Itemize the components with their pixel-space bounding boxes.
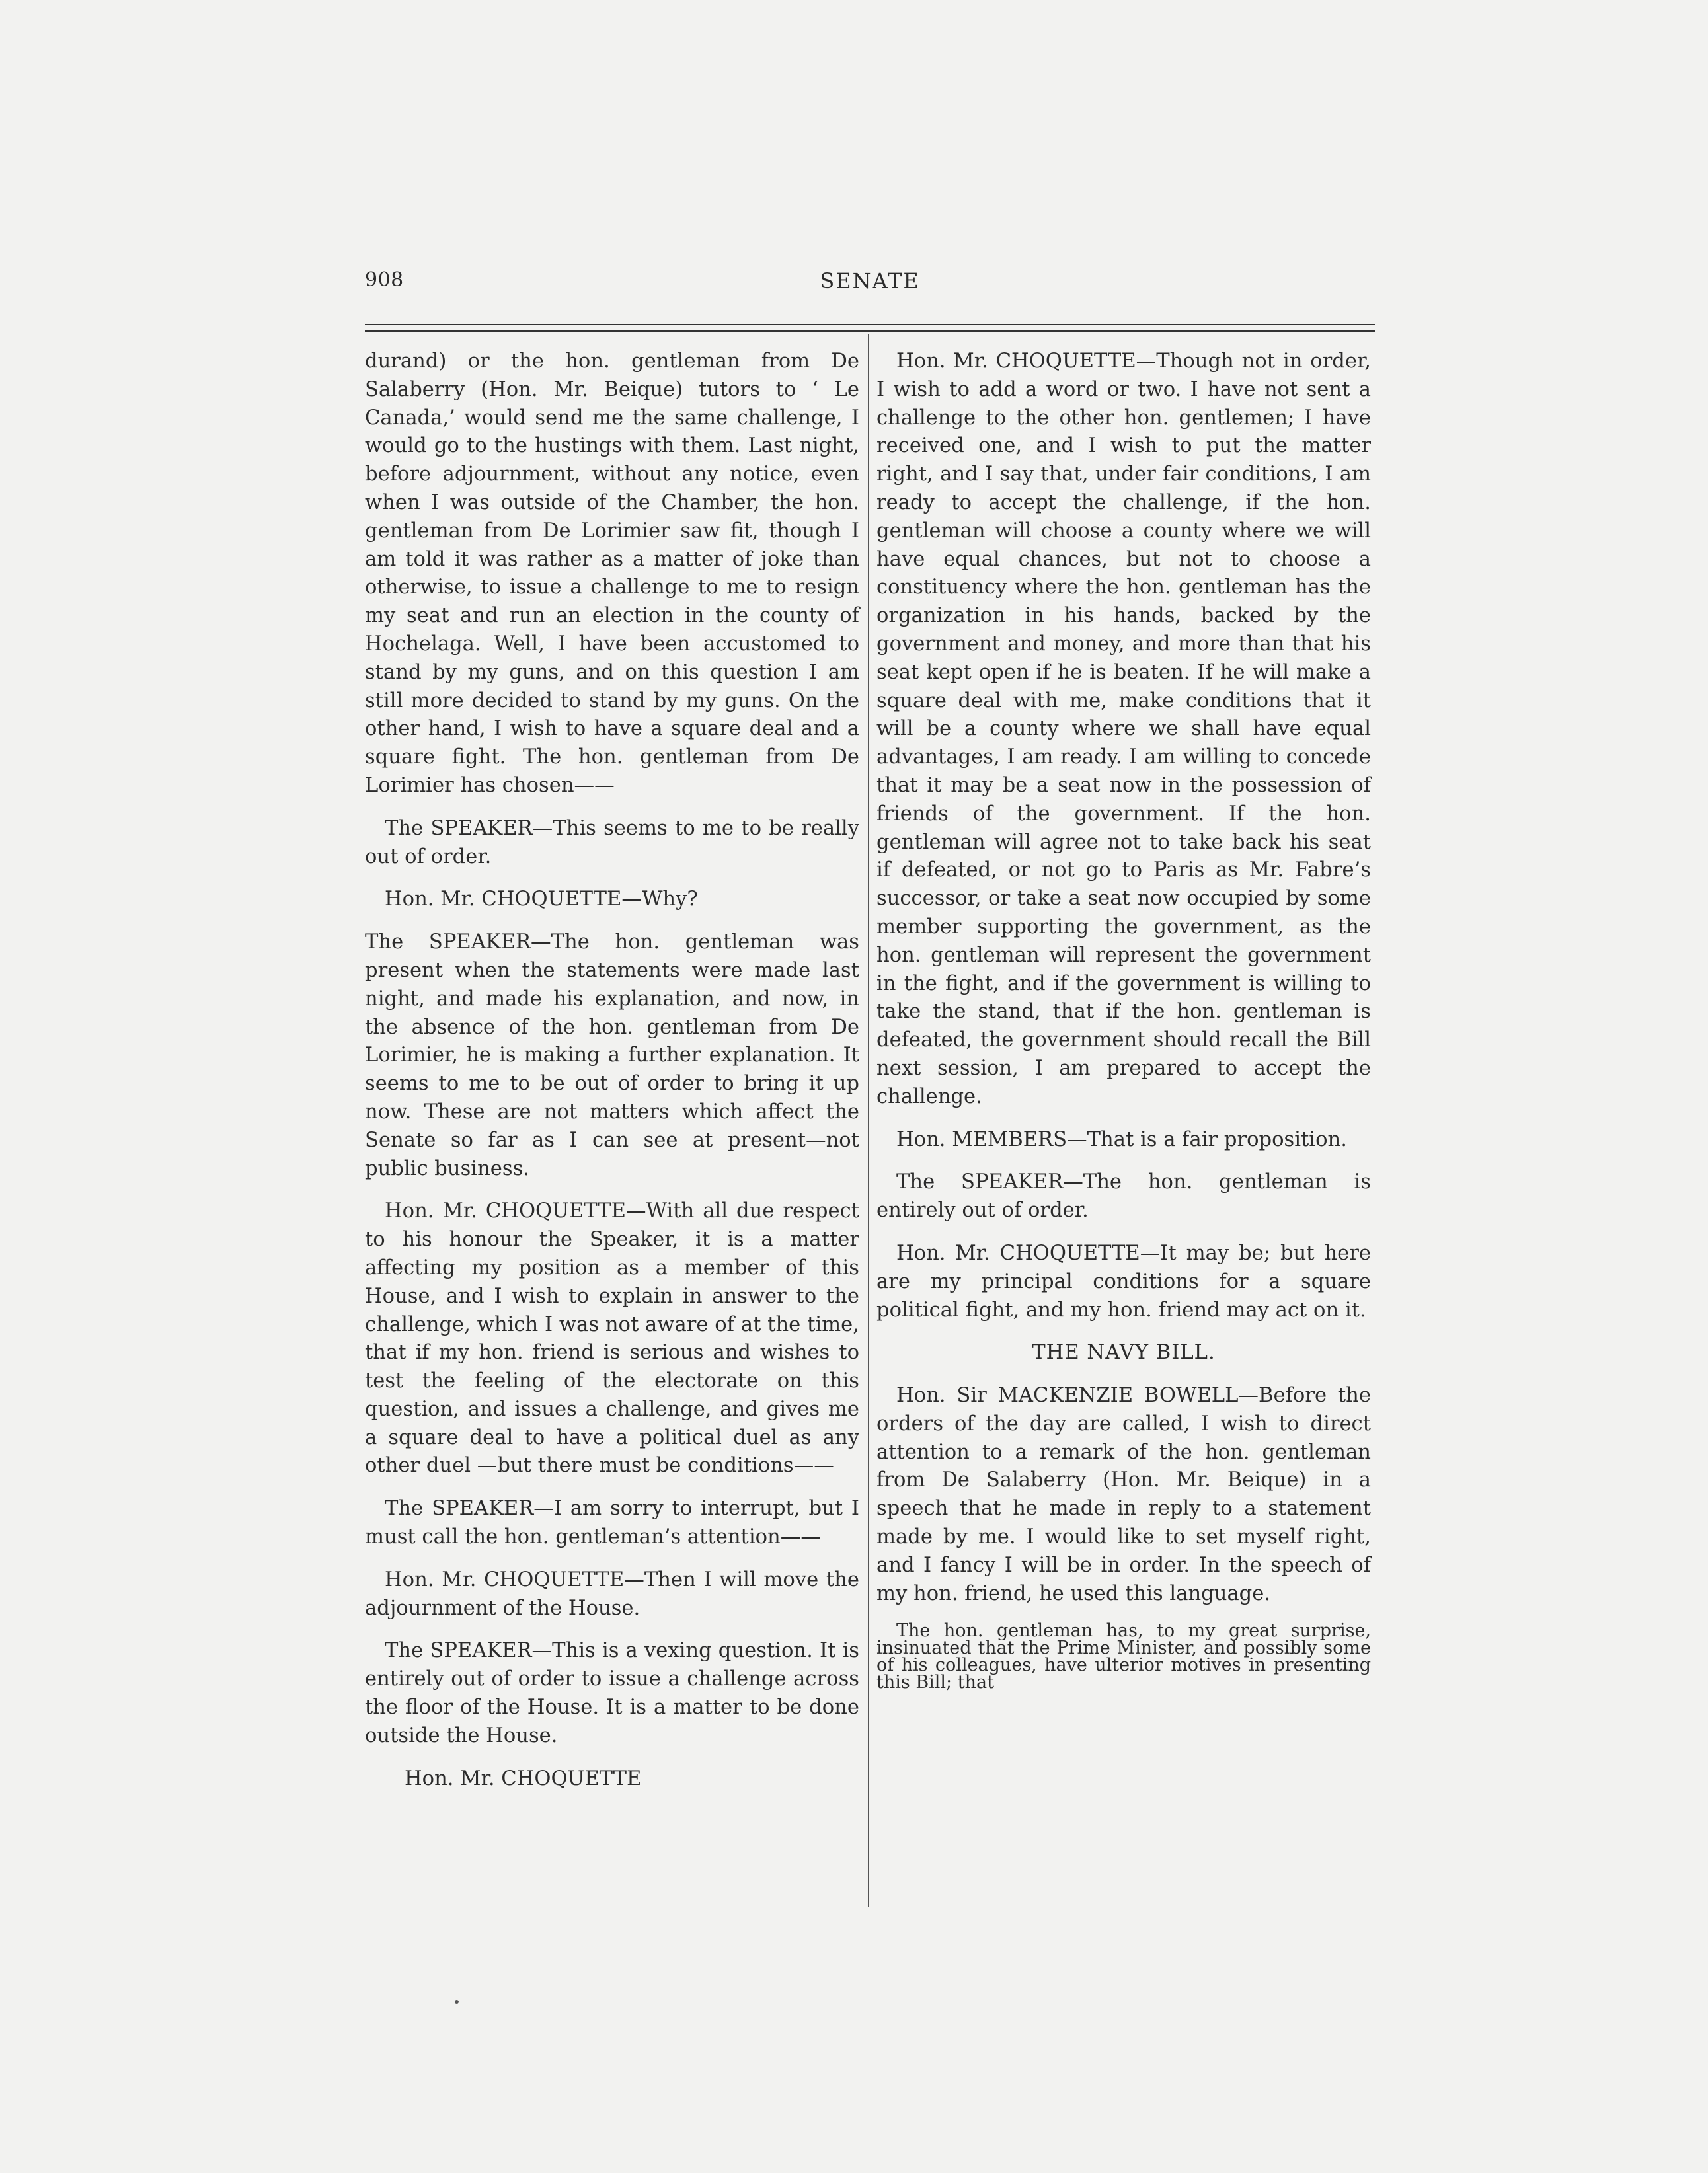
paragraph: durand) or the hon. gentleman from De Salaberry (Hon. Mr. Beique) tutors to ‘ Le Canada,’ would send me the same challenge, I would go to the hustings with them. Last night, before adjournment, without any notice, even when I was outside of the Chamber, the hon. gentleman from De Lorimier saw fit, though I am told it was rather as a matter of joke than otherwise, to issue a challenge to me to resign my seat and run an election in the county of Hochelaga. Well, I have been accustomed to stand by my guns, and on this question I am still more decided to stand by my guns. On the other hand, I wish to have a square deal and a square fight. The hon. gentleman from De Lorimier has chosen——	[365, 350, 859, 797]
running-title: SENATE	[820, 268, 920, 293]
catchword: Hon. Mr. CHOQUETTE	[405, 1767, 642, 1790]
paragraph: Hon. MEMBERS—That is a fair proposition.	[896, 1127, 1347, 1151]
paragraph: Hon. Mr. CHOQUETTE—Then I will move the adjournment of the House.	[365, 1568, 859, 1620]
paragraph: Hon. Mr. CHOQUETTE—Though not in order, I wish to add a word or two. I have not sent a challenge to the other hon. gentlemen; I have received one, and I wish to put the matter right, and I say that, under fair conditions, I am ready to accept the challenge, if the hon. gentleman will choose a county where we will have equal chances, but not to choose a constituency where the hon. gentleman has the organization in his hands, backed by the government and money, and more than that his seat kept open if he is beaten. If he will make a square deal with me, make conditions that it will be a county where we shall have equal advantages, I am ready. I am willing to concede that it may be a seat now in the possession of friends of the government. If the hon. gentleman will agree not to take back his seat if defeated, or not go to Paris as Mr. Fabre’s successor, or take a seat now occupied by some member supporting the government, as the hon. gentleman will represent the government in the fight, and if the government is willing to take the stand, that if the hon. gentleman is defeated, the government should recall the Bill next session, I am prepared to accept the challenge.	[876, 350, 1371, 1108]
left-column	[365, 348, 859, 1808]
paragraph: Hon. Sir MACKENZIE BOWELL—Before the orders of the day are called, I wish to direct attention to a remark of the hon. gentleman from De Salaberry (Hon. Mr. Beique) in a speech that he made in reply to a statement made by me. I would like to set myself right, and I fancy I will be in order. In the speech of my hon. friend, he used this language.	[876, 1384, 1371, 1605]
header-rule-top	[365, 324, 1375, 325]
page-number: 908	[365, 268, 404, 291]
ink-speck	[455, 2000, 459, 2004]
paragraph: Hon. Mr. CHOQUETTE—With all due respect to his honour the Speaker, it is a matter affecting my position as a member of this House, and I wish to explain in answer to the challenge, which I was not aware of at the time, that if my hon. friend is serious and wishes to test the feeling of the electorate on this question, and issues a challenge, and gives me a square deal to have a political duel as any other duel —but there must be conditions——	[365, 1200, 859, 1478]
header-rule-bottom	[365, 330, 1375, 332]
page-header	[365, 262, 1375, 301]
paragraph: The SPEAKER—This is a vexing question. It is entirely out of order to issue a challenge across the floor of the House. It is a matter to be done outside the House.	[365, 1639, 859, 1747]
paragraph: The SPEAKER—The hon. gentleman is entirely out of order.	[876, 1170, 1371, 1223]
right-column	[876, 348, 1371, 1691]
column-divider	[868, 334, 869, 1907]
paragraph: The SPEAKER—This seems to me to be really out of order.	[365, 816, 859, 868]
section-heading: THE NAVY BILL.	[1032, 1341, 1216, 1365]
paragraph: Hon. Mr. CHOQUETTE—It may be; but here are my principal conditions for a square political fight, and my hon. friend may act on it.	[876, 1241, 1371, 1322]
paragraph: The SPEAKER—I am sorry to interrupt, but I must call the hon. gentleman’s attention——	[365, 1497, 859, 1549]
paragraph: The SPEAKER—The hon. gentleman was present when the statements were made last night, and made his explanation, and now, in the absence of the hon. gentleman from De Lorimier, he is making a further explanation. It seems to me to be out of order to bring it up now. These are not matters which affect the Senate so far as I can see at present—not public business.	[365, 931, 859, 1180]
quotation: The hon. gentleman has, to my great surprise, insinuated that the Prime Minister, and possibly some of his colleagues, have ulterior motives in presenting this Bill; that	[876, 1620, 1371, 1693]
paragraph: Hon. Mr. CHOQUETTE—Why?	[385, 888, 698, 911]
